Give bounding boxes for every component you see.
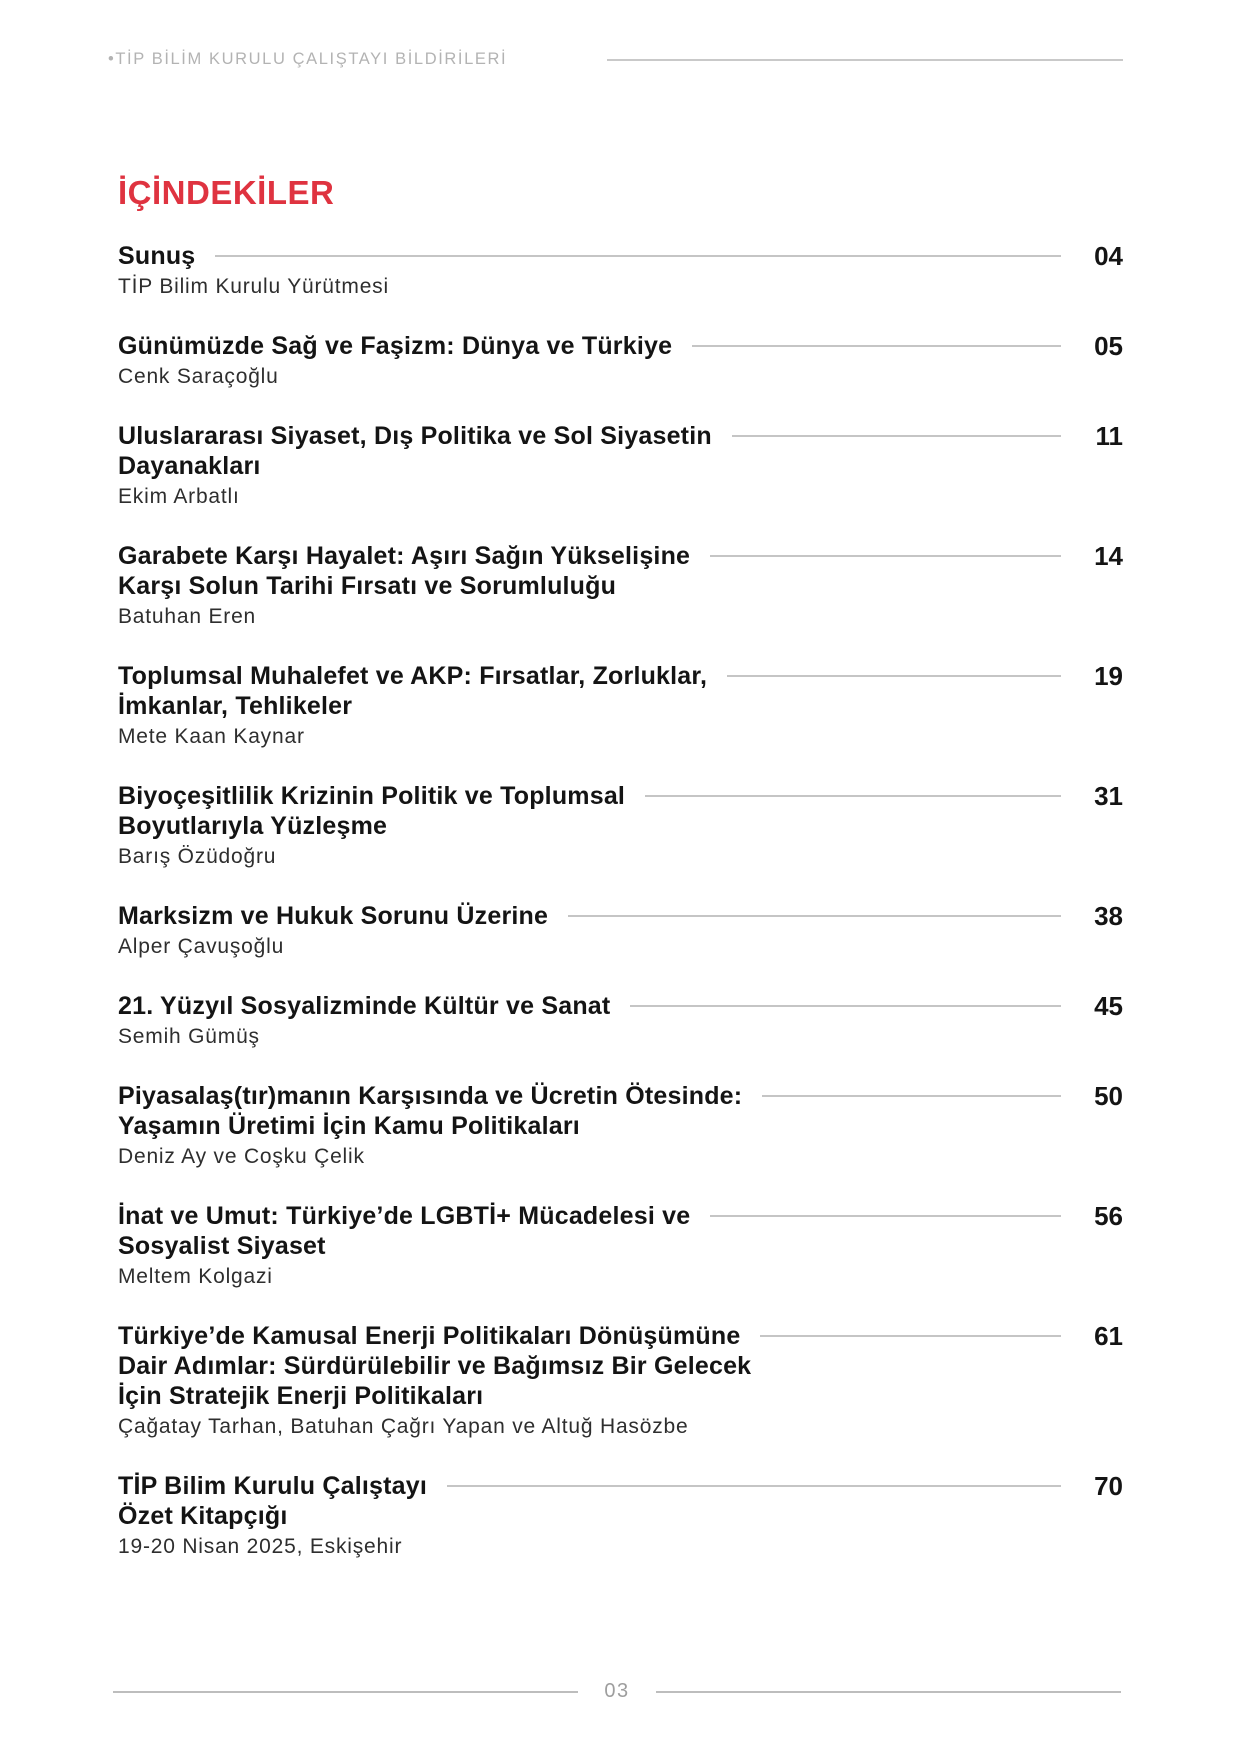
entry-author: Deniz Ay ve Coşku Çelik bbox=[118, 1145, 365, 1168]
entry-title-line: Marksizm ve Hukuk Sorunu Üzerine bbox=[118, 902, 549, 930]
entry-title-row bbox=[118, 661, 1061, 691]
entry-author: TİP Bilim Kurulu Yürütmesi bbox=[118, 275, 389, 298]
entry-title-line: Özet Kitapçığı bbox=[118, 1502, 288, 1530]
leader-line bbox=[215, 255, 1061, 257]
entry-title-line: TİP Bilim Kurulu Çalıştayı bbox=[118, 1472, 427, 1500]
leader-line bbox=[447, 1485, 1061, 1487]
entry-author: Meltem Kolgazi bbox=[118, 1265, 273, 1288]
entry-author: Barış Özüdoğru bbox=[118, 845, 277, 868]
entry-title-row bbox=[118, 241, 1061, 271]
toc-entry-main bbox=[118, 661, 1061, 751]
entry-title-line: Türkiye’de Kamusal Enerji Politikaları Dönüşümüne bbox=[118, 1322, 741, 1350]
toc-entry bbox=[118, 661, 1123, 751]
entry-page-number: 04 bbox=[1094, 241, 1123, 271]
entry-author: Çağatay Tarhan, Batuhan Çağrı Yapan ve Altuğ Hasözbe bbox=[118, 1415, 689, 1438]
entry-title-row bbox=[118, 1321, 1061, 1351]
leader-line bbox=[727, 675, 1061, 677]
toc-entry-main bbox=[118, 421, 1061, 511]
toc-entry-main bbox=[118, 1081, 1061, 1171]
toc-entry-main bbox=[118, 1201, 1061, 1291]
entry-title-line: İmkanlar, Tehlikeler bbox=[118, 692, 353, 720]
entry-author: Cenk Saraçoğlu bbox=[118, 365, 279, 388]
entry-title-row bbox=[118, 541, 1061, 571]
entry-title-row bbox=[118, 421, 1061, 451]
toc-entry bbox=[118, 1321, 1123, 1441]
entry-title-line: Sunuş bbox=[118, 242, 196, 270]
entry-page-number: 19 bbox=[1094, 661, 1123, 691]
entry-page-number: 05 bbox=[1094, 331, 1123, 361]
leader-line bbox=[630, 1005, 1061, 1007]
entry-page-number: 61 bbox=[1094, 1321, 1123, 1351]
entry-title-line: İçin Stratejik Enerji Politikaları bbox=[118, 1382, 484, 1410]
header-series-title: •TİP BİLİM KURULU ÇALIŞTAYI BİLDİRİLERİ bbox=[108, 50, 508, 68]
entry-page-number: 70 bbox=[1094, 1471, 1123, 1501]
toc-entry bbox=[118, 1081, 1123, 1171]
entry-title-line: Uluslararası Siyaset, Dış Politika ve Sol Siyasetin bbox=[118, 422, 712, 450]
footer-rule-left bbox=[113, 1691, 578, 1693]
toc-title: İÇİNDEKİLER bbox=[118, 174, 335, 211]
entry-page-number: 11 bbox=[1095, 421, 1123, 451]
page-header bbox=[108, 50, 1123, 69]
entry-title-line: Günümüzde Sağ ve Faşizm: Dünya ve Türkiye bbox=[118, 332, 673, 360]
entry-title-line: Piyasalaş(tır)manın Karşısında ve Ücretin Ötesinde: bbox=[118, 1082, 743, 1110]
footer-page-number: 03 bbox=[604, 1680, 630, 1702]
toc-list bbox=[118, 241, 1123, 1591]
toc-entry-main bbox=[118, 991, 1061, 1051]
entry-title-line: Garabete Karşı Hayalet: Aşırı Sağın Yükselişine bbox=[118, 542, 691, 570]
leader-line bbox=[710, 555, 1061, 557]
entry-page-number: 56 bbox=[1094, 1201, 1123, 1231]
entry-author: Alper Çavuşoğlu bbox=[118, 935, 285, 958]
entry-title-line: Sosyalist Siyaset bbox=[118, 1232, 326, 1260]
entry-title-row bbox=[118, 1471, 1061, 1501]
entry-title-row bbox=[118, 781, 1061, 811]
header-rule bbox=[607, 59, 1123, 61]
leader-line bbox=[710, 1215, 1061, 1217]
leader-line bbox=[732, 435, 1061, 437]
entry-author: Semih Gümüş bbox=[118, 1025, 260, 1048]
toc-entry-main bbox=[118, 541, 1061, 631]
entry-title-row bbox=[118, 331, 1061, 361]
entry-page-number: 14 bbox=[1094, 541, 1123, 571]
toc-entry bbox=[118, 991, 1123, 1051]
entry-author: 19-20 Nisan 2025, Eskişehir bbox=[118, 1535, 403, 1558]
entry-title-line: Karşı Solun Tarihi Fırsatı ve Sorumluluğu bbox=[118, 572, 617, 600]
footer-rule-right bbox=[656, 1691, 1121, 1693]
toc-entry bbox=[118, 421, 1123, 511]
entry-page-number: 50 bbox=[1094, 1081, 1123, 1111]
entry-title-row bbox=[118, 901, 1061, 931]
toc-entry bbox=[118, 1201, 1123, 1291]
leader-line bbox=[645, 795, 1061, 797]
entry-title-row bbox=[118, 991, 1061, 1021]
entry-title-line: Boyutlarıyla Yüzleşme bbox=[118, 812, 388, 840]
toc-entry bbox=[118, 541, 1123, 631]
entry-page-number: 38 bbox=[1094, 901, 1123, 931]
entry-title-row bbox=[118, 1201, 1061, 1231]
toc-entry bbox=[118, 331, 1123, 391]
toc-entry-main bbox=[118, 1321, 1061, 1441]
entry-author: Mete Kaan Kaynar bbox=[118, 725, 305, 748]
toc-entry-main bbox=[118, 901, 1061, 961]
toc-entry-main bbox=[118, 331, 1061, 391]
entry-page-number: 31 bbox=[1094, 781, 1123, 811]
toc-entry bbox=[118, 1471, 1123, 1561]
entry-title-line: İnat ve Umut: Türkiye’de LGBTİ+ Mücadelesi ve bbox=[118, 1202, 691, 1230]
leader-line bbox=[762, 1095, 1061, 1097]
entry-title-line: Dair Adımlar: Sürdürülebilir ve Bağımsız Bir Gelecek bbox=[118, 1352, 752, 1380]
toc-entry-main bbox=[118, 241, 1061, 301]
toc-entry bbox=[118, 241, 1123, 301]
entry-title-line: Dayanakları bbox=[118, 452, 261, 480]
entry-title-row bbox=[118, 1081, 1061, 1111]
entry-title-line: Biyoçeşitlilik Krizinin Politik ve Toplumsal bbox=[118, 782, 626, 810]
entry-title-line: Toplumsal Muhalefet ve AKP: Fırsatlar, Zorluklar, bbox=[118, 662, 708, 690]
toc-entry-main bbox=[118, 1471, 1061, 1561]
toc-entry bbox=[118, 781, 1123, 871]
entry-title-line: Yaşamın Üretimi İçin Kamu Politikaları bbox=[118, 1112, 580, 1140]
entry-author: Batuhan Eren bbox=[118, 605, 257, 628]
leader-line bbox=[760, 1335, 1061, 1337]
page-footer bbox=[113, 1680, 1121, 1703]
entry-title-line: 21. Yüzyıl Sosyalizminde Kültür ve Sanat bbox=[118, 992, 611, 1020]
leader-line bbox=[692, 345, 1061, 347]
entry-author: Ekim Arbatlı bbox=[118, 485, 240, 508]
toc-entry-main bbox=[118, 781, 1061, 871]
entry-page-number: 45 bbox=[1094, 991, 1123, 1021]
toc-entry bbox=[118, 901, 1123, 961]
leader-line bbox=[568, 915, 1061, 917]
